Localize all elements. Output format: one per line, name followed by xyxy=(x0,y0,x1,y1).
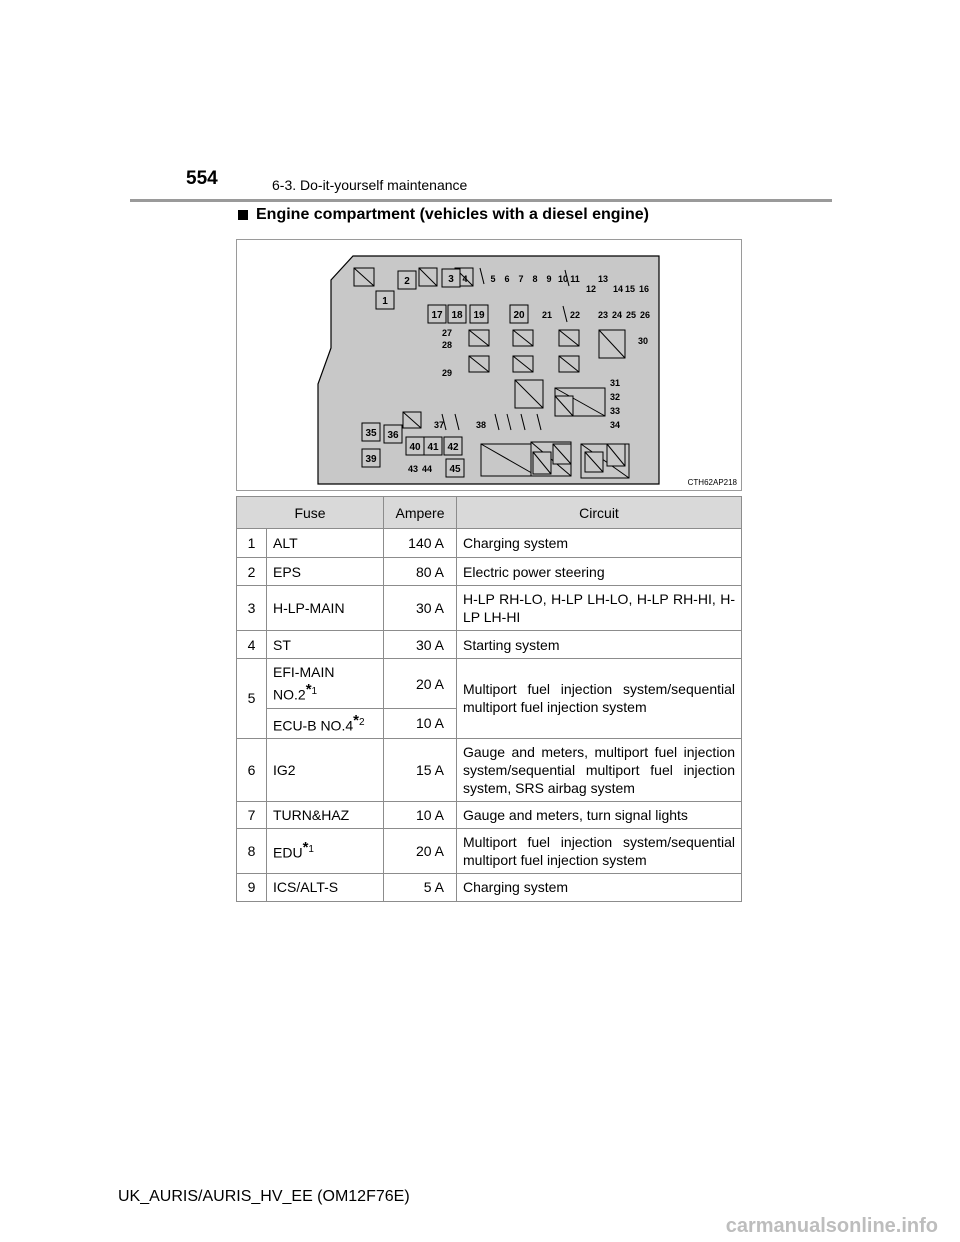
fuse-number-35: 35 xyxy=(365,428,377,439)
ampere: 140 A xyxy=(384,529,457,558)
circuit: Charging system xyxy=(457,873,742,901)
fuse-number-19: 19 xyxy=(473,310,485,321)
ampere: 80 A xyxy=(384,558,457,586)
circuit: H-LP RH-LO, H-LP LH-LO, H-LP RH-HI, H-LP LH-HI xyxy=(457,586,742,631)
fuse-number-25: 25 xyxy=(625,310,637,320)
circuit: Electric power steering xyxy=(457,558,742,586)
fuse-number-38: 38 xyxy=(475,420,487,430)
footnote-mark: *1 xyxy=(305,681,318,699)
fuse-number-28: 28 xyxy=(441,340,453,350)
ampere: 10 A xyxy=(384,801,457,828)
circuit: Gauge and meters, multiport fuel injection system/sequential multiport fuel injection system, SRS airbag system xyxy=(457,738,742,801)
table-row xyxy=(237,558,742,586)
fuse-number-30: 30 xyxy=(637,336,649,346)
watermark: carmanualsonline.info xyxy=(725,1215,938,1237)
fuse-number-29: 29 xyxy=(441,368,453,378)
ampere: 20 A xyxy=(384,659,457,709)
fuse-box-diagram xyxy=(236,239,742,491)
fuse-number-8: 8 xyxy=(532,274,538,284)
fuse-table xyxy=(236,496,742,902)
fuse-number-5: 5 xyxy=(490,274,496,284)
ampere: 30 A xyxy=(384,631,457,659)
fuse-name: ICS/ALT-S xyxy=(267,873,384,901)
fuse-number-27: 27 xyxy=(441,328,453,338)
fuse-name: ALT xyxy=(267,529,384,558)
section-heading xyxy=(238,206,649,224)
fuse-number-4: 4 xyxy=(462,274,468,284)
fuse-number-1: 1 xyxy=(382,296,388,307)
fuse-number-31: 31 xyxy=(609,378,621,388)
fuse-number-16: 16 xyxy=(638,284,650,294)
square-bullet-icon xyxy=(238,210,248,220)
row-number: 7 xyxy=(237,801,267,828)
ampere: 20 A xyxy=(384,828,457,873)
fuse-name-text: EDU xyxy=(273,844,303,861)
fuse-name xyxy=(267,828,384,873)
fuse-number-18: 18 xyxy=(451,310,463,321)
section-title: 6-3. Do-it-yourself maintenance xyxy=(272,177,468,193)
fuse-number-37: 37 xyxy=(433,420,445,430)
fuse-number-36: 36 xyxy=(387,430,399,441)
fuse-number-12: 12 xyxy=(585,284,597,294)
table-row xyxy=(237,738,742,801)
fuse-number-9: 9 xyxy=(546,274,552,284)
fuse-name xyxy=(267,709,384,739)
fuse-number-11: 11 xyxy=(570,274,580,284)
fuse-number-34: 34 xyxy=(609,420,621,430)
fuse-name: IG2 xyxy=(267,738,384,801)
ampere: 10 A xyxy=(384,709,457,739)
fuse-name: H-LP-MAIN xyxy=(267,586,384,631)
table-row xyxy=(237,631,742,659)
fuse-number-7: 7 xyxy=(518,274,524,284)
fuse-number-22: 22 xyxy=(569,310,581,320)
fuse-number-15: 15 xyxy=(624,284,636,294)
row-number: 6 xyxy=(237,738,267,801)
fuse-number-33: 33 xyxy=(609,406,621,416)
fuse-name: ST xyxy=(267,631,384,659)
fuse-number-44: 44 xyxy=(421,464,433,474)
heading-text: Engine compartment (vehicles with a diesel engine) xyxy=(256,206,649,223)
fuse-name: EPS xyxy=(267,558,384,586)
fuse-name-text: ECU-B NO.4 xyxy=(273,717,354,734)
fuse-number-24: 24 xyxy=(611,310,623,320)
fuse-number-2: 2 xyxy=(404,276,410,287)
header-rule xyxy=(130,199,832,202)
row-number: 4 xyxy=(237,631,267,659)
fuse-number-21: 21 xyxy=(541,310,553,320)
fuse-number-6: 6 xyxy=(504,274,510,284)
fuse-number-26: 26 xyxy=(639,310,651,320)
diagram-code: CTH62AP218 xyxy=(687,478,737,487)
page-number: 554 xyxy=(186,168,218,189)
fuse-number-32: 32 xyxy=(609,392,621,402)
fuse-number-41: 41 xyxy=(427,442,439,453)
row-number: 2 xyxy=(237,558,267,586)
table-row xyxy=(237,659,742,709)
fuse-number-40: 40 xyxy=(409,442,421,453)
table-row xyxy=(237,586,742,631)
table-row xyxy=(237,828,742,873)
circuit: Gauge and meters, turn signal lights xyxy=(457,801,742,828)
row-number: 5 xyxy=(237,659,267,739)
fuse-number-42: 42 xyxy=(447,442,459,453)
fuse-box-drawing xyxy=(237,240,741,490)
fuse-number-45: 45 xyxy=(449,464,461,475)
fuse-number-20: 20 xyxy=(513,310,525,321)
circuit: Multiport fuel injection system/sequential multiport fuel injection system xyxy=(457,659,742,739)
footer-model-code: UK_AURIS/AURIS_HV_EE (OM12F76E) xyxy=(118,1188,410,1205)
table-row xyxy=(237,873,742,901)
fuse-number-13: 13 xyxy=(597,274,609,284)
circuit: Starting system xyxy=(457,631,742,659)
fuse-number-17: 17 xyxy=(431,310,443,321)
ampere: 5 A xyxy=(384,873,457,901)
fuse-number-39: 39 xyxy=(365,454,377,465)
fuse-number-43: 43 xyxy=(407,464,419,474)
header-circuit: Circuit xyxy=(457,497,742,529)
row-number: 1 xyxy=(237,529,267,558)
row-number: 8 xyxy=(237,828,267,873)
table-header-row xyxy=(237,497,742,529)
footnote-mark: *1 xyxy=(302,839,314,857)
circuit: Multiport fuel injection system/sequential multiport fuel injection system xyxy=(457,828,742,873)
fuse-number-14: 14 xyxy=(612,284,624,294)
circuit: Charging system xyxy=(457,529,742,558)
fuse-name: TURN&HAZ xyxy=(267,801,384,828)
header-ampere: Ampere xyxy=(384,497,457,529)
row-number: 3 xyxy=(237,586,267,631)
fuse-name xyxy=(267,659,384,709)
fuse-name-text: EFI-MAIN NO.2 xyxy=(273,664,335,703)
table-row xyxy=(237,529,742,558)
table-row xyxy=(237,801,742,828)
ampere: 30 A xyxy=(384,586,457,631)
header-fuse: Fuse xyxy=(237,497,384,529)
row-number: 9 xyxy=(237,873,267,901)
fuse-number-10: 10 xyxy=(557,274,569,284)
ampere: 15 A xyxy=(384,738,457,801)
footnote-mark: *2 xyxy=(353,712,365,729)
fuse-number-23: 23 xyxy=(597,310,609,320)
fuse-number-3: 3 xyxy=(448,274,454,285)
